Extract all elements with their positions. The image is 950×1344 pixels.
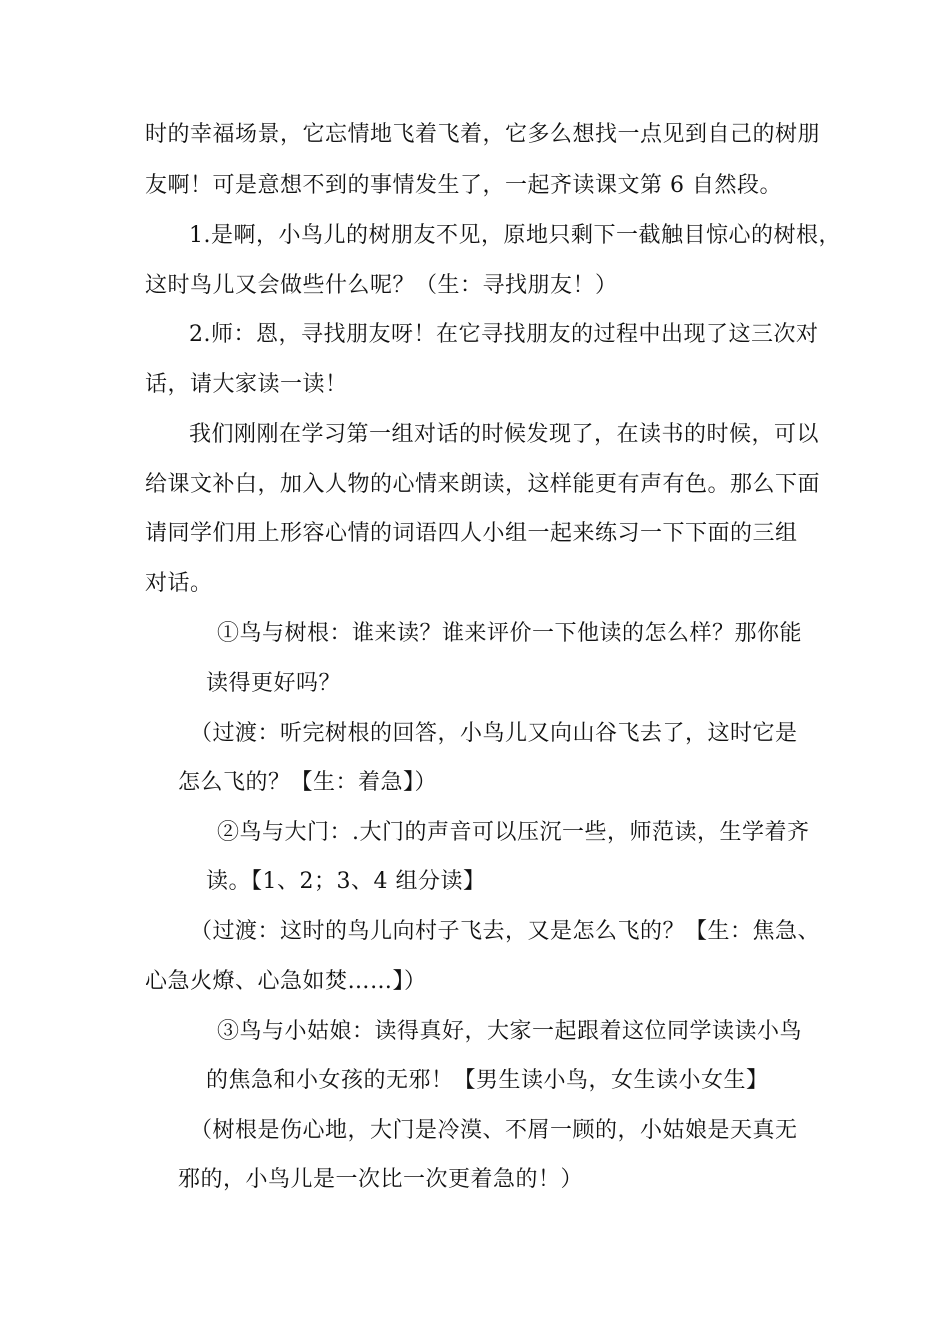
text-line: 友啊！可是意想不到的事情发生了，一起齐读课文第 6 自然段。 <box>145 173 782 198</box>
text-line: ②鸟与大门：.大门的声音可以压沉一些，师范读，生学着齐 <box>217 820 810 845</box>
text-line: 1.是啊，小鸟儿的树朋友不见，原地只剩下一截触目惊心的树根， <box>189 223 841 248</box>
text-line: 2.师：恩，寻找朋友呀！在它寻找朋友的过程中出现了这三次对 <box>189 322 819 347</box>
text-line: 怎么飞的？【生：着急】） <box>178 770 438 795</box>
text-line: （过渡：这时的鸟儿向村子飞去，又是怎么飞的？【生：焦急、 <box>190 919 821 944</box>
text-line: 给课文补白，加入人物的心情来朗读，这样能更有声有色。那么下面 <box>145 472 821 497</box>
text-line: 的焦急和小女孩的无邪！【男生读小鸟，女生读小女生】 <box>206 1068 769 1093</box>
text-line: 请同学们用上形容心情的词语四人小组一起来练习一下下面的三组 <box>145 521 798 546</box>
text-line: 心急火燎、心急如焚……】） <box>145 969 427 994</box>
text-line: 邪的，小鸟儿是一次比一次更着急的！） <box>178 1167 584 1192</box>
text-line: ③鸟与小姑娘：读得真好，大家一起跟着这位同学读读小鸟 <box>217 1019 803 1044</box>
text-line: 时的幸福场景，它忘情地飞着飞着，它多么想找一点见到自己的树朋 <box>145 122 821 147</box>
text-line: 对话。 <box>145 571 213 596</box>
text-line: 读。【1、2；3、4 组分读】 <box>206 869 486 894</box>
text-line: 话，请大家读一读！ <box>145 372 348 397</box>
text-line: （过渡：听完树根的回答，小鸟儿又向山谷飞去了，这时它是 <box>190 721 798 746</box>
text-line: 我们刚刚在学习第一组对话的时候发现了，在读书的时候，可以 <box>189 422 820 447</box>
text-line: 这时鸟儿又会做些什么呢？（生：寻找朋友！） <box>145 273 618 298</box>
text-line: ①鸟与树根：谁来读？谁来评价一下他读的怎么样？那你能 <box>217 621 803 646</box>
text-line: （树根是伤心地，大门是冷漠、不屑一顾的，小姑娘是天真无 <box>190 1118 798 1143</box>
text-line: 读得更好吗？ <box>206 671 342 696</box>
